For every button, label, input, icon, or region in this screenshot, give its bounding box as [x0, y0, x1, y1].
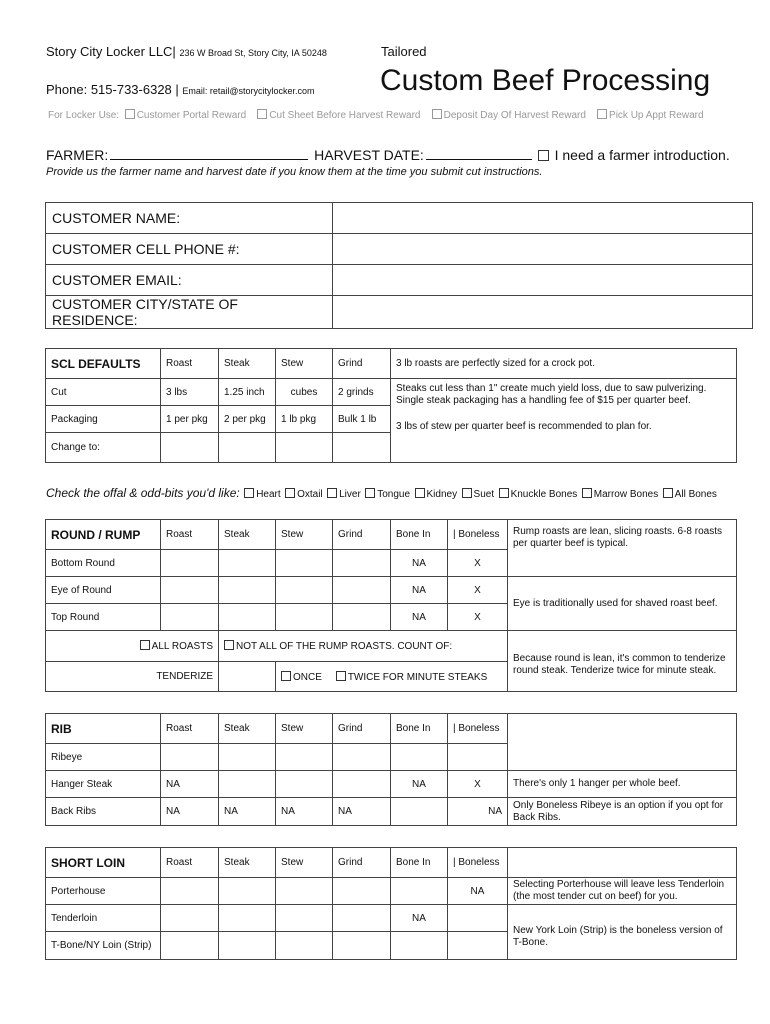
col-header: Grind — [333, 848, 391, 878]
steak-field[interactable] — [219, 744, 276, 771]
checkbox[interactable] — [462, 488, 472, 498]
customer-name-label: CUSTOMER NAME: — [46, 203, 333, 234]
col-header: Steak — [219, 520, 276, 550]
roast-field[interactable] — [161, 604, 219, 631]
locker-use-label: For Locker Use: — [48, 110, 120, 121]
offal-label: Check the offal & odd-bits you'd like: — [46, 486, 240, 500]
col-header: Bone In — [391, 714, 448, 744]
customer-phone-field[interactable] — [333, 234, 753, 265]
intro-label: I need a farmer introduction. — [554, 147, 730, 163]
col-header: Roast — [161, 848, 219, 878]
checkbox[interactable] — [582, 488, 592, 498]
defaults-note: 3 lb roasts are perfectly sized for a crock pot. — [391, 349, 737, 379]
change-steak-field[interactable] — [219, 433, 276, 463]
defaults-note: 3 lbs of stew per quarter beef is recommended to plan for. — [396, 421, 652, 432]
stew-field[interactable] — [276, 905, 333, 932]
boneless-cell: X — [448, 550, 508, 577]
cut-roast: 3 lbs — [161, 379, 219, 406]
col-header: | Boneless — [448, 520, 508, 550]
offal-row — [46, 484, 717, 502]
customer-email-field[interactable] — [333, 265, 753, 296]
customer-phone-label: CUSTOMER CELL PHONE #: — [46, 234, 333, 265]
boneless-field[interactable] — [448, 744, 508, 771]
checkbox[interactable] — [336, 671, 346, 681]
rib-note: There's only 1 hanger per whole beef. — [508, 771, 737, 798]
defaults-title: SCL DEFAULTS — [46, 349, 161, 379]
round-note: Eye is traditionally used for shaved roast beef. — [508, 577, 737, 631]
page-title: Custom Beef Processing — [380, 64, 711, 97]
cut-name: Tenderloin — [46, 905, 161, 932]
locker-item: Cut Sheet Before Harvest Reward — [269, 110, 421, 121]
customer-city-field[interactable] — [333, 296, 753, 329]
grind-field[interactable] — [333, 604, 391, 631]
col-header: Steak — [219, 848, 276, 878]
harvest-date-label: HARVEST DATE: — [314, 147, 424, 163]
grind-field[interactable] — [333, 771, 391, 798]
stew-cell: NA — [276, 798, 333, 826]
offal-item: Oxtail — [297, 489, 323, 500]
bone-in-field[interactable] — [391, 798, 448, 826]
bone-in-field[interactable] — [391, 744, 448, 771]
checkbox[interactable] — [365, 488, 375, 498]
cut-name: Back Ribs — [46, 798, 161, 826]
change-stew-field[interactable] — [276, 433, 333, 463]
defaults-table — [45, 348, 737, 463]
bone-in-cell: NA — [391, 771, 448, 798]
boneless-cell: NA — [448, 878, 508, 905]
checkbox[interactable] — [257, 109, 267, 119]
customer-table — [45, 202, 753, 329]
checkbox[interactable] — [415, 488, 425, 498]
checkbox[interactable] — [597, 109, 607, 119]
checkbox[interactable] — [281, 671, 291, 681]
pack-grind: Bulk 1 lb — [333, 406, 391, 433]
cut-name: Bottom Round — [46, 550, 161, 577]
twice-label: TWICE FOR MINUTE STEAKS — [347, 671, 488, 683]
cut-stew: cubes — [276, 379, 333, 406]
customer-city-label: CUSTOMER CITY/STATE OF RESIDENCE: — [46, 296, 333, 329]
col-header: Grind — [333, 520, 391, 550]
col-header: Grind — [333, 714, 391, 744]
boneless-cell: NA — [448, 798, 508, 826]
packaging-label: Packaging — [46, 406, 161, 433]
offal-item: Tongue — [377, 489, 411, 500]
defaults-notes — [391, 379, 737, 463]
cut-name: Porterhouse — [46, 878, 161, 905]
checkbox[interactable] — [140, 640, 150, 650]
steak-field[interactable] — [219, 905, 276, 932]
pack-stew: 1 lb pkg — [276, 406, 333, 433]
round-note: Rump roasts are lean, slicing roasts. 6-8 roasts per quarter beef is typical. — [508, 520, 737, 577]
customer-email-label: CUSTOMER EMAIL: — [46, 265, 333, 296]
roast-cell: NA — [161, 771, 219, 798]
roast-field[interactable] — [161, 550, 219, 577]
change-roast-field[interactable] — [161, 433, 219, 463]
tenderize-field[interactable] — [219, 662, 276, 692]
email: Email: retail@storycitylocker.com — [182, 86, 315, 96]
pack-steak: 2 per pkg — [219, 406, 276, 433]
cut-steak: 1.25 inch — [219, 379, 276, 406]
col-header: | Boneless — [448, 848, 508, 878]
cut-name: Top Round — [46, 604, 161, 631]
boneless-cell: X — [448, 604, 508, 631]
farmer-line — [46, 145, 730, 163]
locker-item: Deposit Day Of Harvest Reward — [443, 110, 586, 121]
checkbox[interactable] — [499, 488, 509, 498]
offal-item: Knuckle Bones — [510, 489, 578, 500]
grind-field[interactable] — [333, 744, 391, 771]
offal-item: Liver — [339, 489, 361, 500]
rib-note-blank — [508, 714, 737, 771]
steak-field[interactable] — [219, 550, 276, 577]
offal-item: Suet — [473, 489, 495, 500]
short-loin-note: New York Loin (Strip) is the boneless version of T-Bone. — [508, 905, 737, 960]
grind-cell: NA — [333, 798, 391, 826]
rib-table — [45, 713, 737, 826]
roast-field[interactable] — [161, 878, 219, 905]
short-loin-table — [45, 847, 737, 960]
grind-field[interactable] — [333, 878, 391, 905]
change-to-label: Change to: — [46, 433, 161, 463]
short-loin-note: Selecting Porterhouse will leave less Tenderloin (the most tender cut on beef) for you. — [508, 878, 737, 905]
bone-in-cell: NA — [391, 550, 448, 577]
steak-field[interactable] — [219, 771, 276, 798]
cut-label: Cut — [46, 379, 161, 406]
stew-field[interactable] — [276, 932, 333, 960]
round-note: Because round is lean, it's common to tenderize round steak. Tenderize twice for minute steak. — [508, 631, 737, 692]
col-header: Bone In — [391, 520, 448, 550]
col-header: Roast — [161, 349, 219, 379]
steak-field[interactable] — [219, 932, 276, 960]
offal-item: Kidney — [426, 489, 458, 500]
col-header: Steak — [219, 349, 276, 379]
round-title: ROUND / RUMP — [46, 520, 161, 550]
col-header: Steak — [219, 714, 276, 744]
subtitle: Tailored — [381, 44, 427, 59]
customer-name-field[interactable] — [333, 203, 753, 234]
cut-name: Ribeye — [46, 744, 161, 771]
short-loin-note-blank — [508, 848, 737, 878]
phone: Phone: 515-733-6328 | — [46, 82, 179, 97]
cut-name: Eye of Round — [46, 577, 161, 604]
stew-field[interactable] — [276, 550, 333, 577]
col-header: Stew — [276, 848, 333, 878]
checkbox[interactable] — [663, 488, 673, 498]
company-line — [46, 44, 327, 59]
all-roasts-option — [46, 631, 219, 662]
roast-field[interactable] — [161, 744, 219, 771]
pack-roast: 1 per pkg — [161, 406, 219, 433]
company-name: Story City Locker LLC| — [46, 44, 176, 59]
cut-name: Hanger Steak — [46, 771, 161, 798]
bone-in-field[interactable] — [391, 932, 448, 960]
company-address: 236 W Broad St, Story City, IA 50248 — [179, 48, 327, 58]
col-header: Stew — [276, 714, 333, 744]
grind-field[interactable] — [333, 932, 391, 960]
steak-field[interactable] — [219, 577, 276, 604]
tenderize-label: TENDERIZE — [46, 662, 219, 692]
col-header: Roast — [161, 520, 219, 550]
boneless-field[interactable] — [448, 905, 508, 932]
boneless-field[interactable] — [448, 932, 508, 960]
cut-name: T-Bone/NY Loin (Strip) — [46, 932, 161, 960]
grind-field[interactable] — [333, 577, 391, 604]
checkbox[interactable] — [327, 488, 337, 498]
checkbox[interactable] — [224, 640, 234, 650]
stew-field[interactable] — [276, 878, 333, 905]
roast-field[interactable] — [161, 932, 219, 960]
stew-field[interactable] — [276, 744, 333, 771]
checkbox[interactable] — [432, 109, 442, 119]
tenderize-options — [276, 662, 508, 692]
col-header: Stew — [276, 520, 333, 550]
col-header: | Boneless — [448, 714, 508, 744]
contact-line — [46, 82, 315, 97]
offal-item: Marrow Bones — [593, 489, 659, 500]
checkbox[interactable] — [285, 488, 295, 498]
checkbox[interactable] — [125, 109, 135, 119]
col-header: Bone In — [391, 848, 448, 878]
col-header: Roast — [161, 714, 219, 744]
farmer-label: FARMER: — [46, 147, 109, 163]
all-roasts-label: ALL ROASTS — [151, 641, 213, 652]
once-label: ONCE — [293, 671, 322, 683]
col-header: Stew — [276, 349, 333, 379]
farmer-instructions: Provide us the farmer name and harvest date if you know them at the time you submit cut instructions. — [46, 166, 543, 178]
round-table — [45, 519, 737, 692]
checkbox[interactable] — [244, 488, 254, 498]
steak-field[interactable] — [219, 604, 276, 631]
bone-in-cell: NA — [391, 905, 448, 932]
boneless-cell: X — [448, 771, 508, 798]
not-all-label: NOT ALL OF THE RUMP ROASTS. COUNT OF: — [236, 641, 453, 652]
steak-field[interactable] — [219, 878, 276, 905]
stew-field[interactable] — [276, 577, 333, 604]
bone-in-cell: NA — [391, 604, 448, 631]
roast-field[interactable] — [161, 905, 219, 932]
grind-field[interactable] — [333, 550, 391, 577]
change-grind-field[interactable] — [333, 433, 391, 463]
rib-title: RIB — [46, 714, 161, 744]
intro-checkbox[interactable] — [538, 150, 549, 161]
bone-in-cell: NA — [391, 577, 448, 604]
stew-field[interactable] — [276, 604, 333, 631]
boneless-cell: X — [448, 577, 508, 604]
bone-in-field[interactable] — [391, 878, 448, 905]
harvest-date-field[interactable] — [426, 145, 532, 160]
steak-cell: NA — [219, 798, 276, 826]
offal-item: All Bones — [674, 489, 717, 500]
roast-cell: NA — [161, 798, 219, 826]
roast-field[interactable] — [161, 577, 219, 604]
grind-field[interactable] — [333, 905, 391, 932]
farmer-field[interactable] — [110, 145, 308, 160]
short-loin-title: SHORT LOIN — [46, 848, 161, 878]
locker-use-row — [48, 109, 704, 121]
stew-field[interactable] — [276, 771, 333, 798]
col-header: Grind — [333, 349, 391, 379]
defaults-note: Steaks cut less than 1" create much yield loss, due to saw pulverizing. Single steak packaging has a handling fee of $15 per quarter beef. — [396, 383, 707, 406]
rib-note: Only Boneless Ribeye is an option if you opt for Back Ribs. — [508, 798, 737, 826]
cut-grind: 2 grinds — [333, 379, 391, 406]
offal-item: Heart — [256, 489, 281, 500]
locker-item: Customer Portal Reward — [136, 110, 247, 121]
not-all-option — [219, 631, 508, 662]
locker-item: Pick Up Appt Reward — [609, 110, 704, 121]
